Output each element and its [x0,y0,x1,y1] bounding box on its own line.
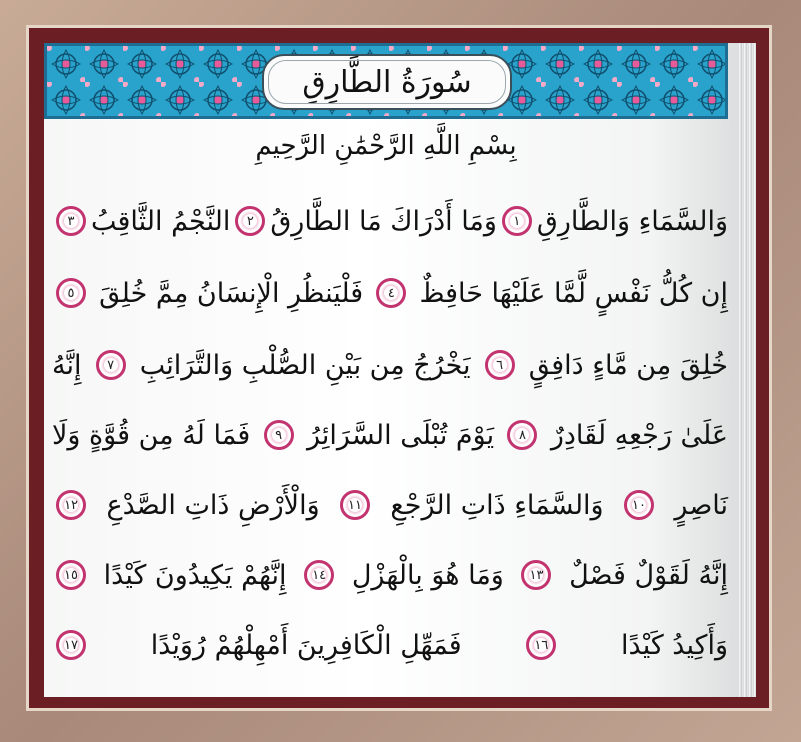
basmala: بِسْمِ اللَّهِ الرَّحْمَٰنِ الرَّحِيمِ [255,131,517,161]
ayah-text: عَلَىٰ رَجْعِهِ لَقَادِرٌ [550,419,728,451]
ayah-number-marker: ١٦ [526,630,556,660]
ayah-number-marker: ٨ [507,420,537,450]
ayah-number-marker: ١٠ [624,490,654,520]
ayah-number-marker: ٦ [485,350,515,380]
ayah-line [52,196,728,246]
ayah-line [52,268,728,318]
surah-title: سُورَةُ الطَّارِقِ [302,64,472,100]
ayah-text: وَأَكِيدُ كَيْدًا [621,629,728,661]
ayah-number-marker: ١ [502,206,532,236]
ayah-number-marker: ١٤ [304,560,334,590]
ayah-number-marker: ١٥ [56,560,86,590]
page-edge [738,43,756,697]
ayah-text: خُلِقَ مِن مَّاءٍ دَافِقٍ [528,349,728,381]
ayah-text: النَّجْمُ الثَّاقِبُ [90,205,231,237]
ayah-line [52,340,728,390]
ayah-text: إِن كُلُّ نَفْسٍ لَّمَّا عَلَيْهَا حَافِظٌ [419,277,728,309]
ayah-line [52,620,728,670]
ayah-text: وَمَا هُوَ بِالْهَزْلِ [351,559,504,591]
ayah-text: يَخْرُجُ مِن بَيْنِ الصُّلْبِ وَالتَّرَائِبِ [139,349,471,381]
ayah-number-marker: ٥ [56,278,86,308]
ayah-text: إِنَّهُمْ يَكِيدُونَ كَيْدًا [103,559,287,591]
ayah-text: وَمَا أَدْرَاكَ مَا الطَّارِقُ [270,205,497,237]
surah-title-plate [262,54,512,110]
ayah-text: فَمَا لَهُ مِن قُوَّةٍ وَلَا [52,419,251,451]
ayah-number-marker: ٩ [264,420,294,450]
ayah-number-marker: ١٢ [56,490,86,520]
ayah-number-marker: ١١ [340,490,370,520]
surah-header-band [44,43,728,119]
ayah-number-marker: ٣ [56,206,86,236]
ayah-text: فَمَهِّلِ الْكَافِرِينَ أَمْهِلْهُمْ رُوَيْدًا [150,629,462,661]
ayah-text: إِنَّهُ لَقَوْلٌ فَصْلٌ [569,559,728,591]
ayah-text: وَالسَّمَاءِ ذَاتِ الرَّجْعِ [390,489,604,521]
ayah-text: وَالْأَرْضِ ذَاتِ الصَّدْعِ [106,489,320,521]
ayah-line [52,480,728,530]
ayah-number-marker: ١٣ [521,560,551,590]
ayah-text: نَاصِرٍ [674,489,728,521]
ayah-text: وَالسَّمَاءِ وَالطَّارِقِ [536,205,728,237]
ayah-text: يَوْمَ تُبْلَى السَّرَائِرُ [307,419,495,451]
ayah-text: إِنَّهُ [52,349,82,381]
ayah-line [52,550,728,600]
mushaf-page [44,43,756,697]
ayah-number-marker: ٢ [235,206,265,236]
ayah-number-marker: ١٧ [56,630,86,660]
ayah-text: فَلْيَنظُرِ الْإِنسَانُ مِمَّ خُلِقَ [99,277,364,309]
ayah-number-marker: ٧ [96,350,126,380]
ayah-line [52,410,728,460]
ayah-number-marker: ٤ [376,278,406,308]
